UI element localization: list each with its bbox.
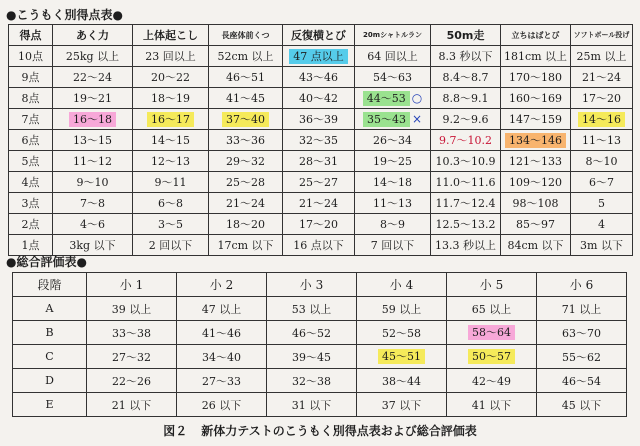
scoring-row: [9, 67, 633, 88]
scoring-cell: [9, 214, 53, 235]
evaluation-cell-text: E: [45, 398, 54, 411]
header-g4: 小 4: [357, 273, 447, 297]
scoring-cell: [571, 46, 633, 67]
evaluation-cell: [537, 345, 627, 369]
scoring-cell: [53, 130, 133, 151]
scoring-cell: [501, 193, 571, 214]
scoring-cell: [501, 214, 571, 235]
scoring-cell-text: 9～10: [76, 176, 109, 189]
scoring-cell-text: 17～20: [582, 92, 621, 105]
scoring-cell-text: 16 点以下: [293, 239, 344, 252]
scoring-cell-text: 121～133: [509, 155, 562, 168]
evaluation-cell-text: 52～58: [382, 326, 421, 340]
scoring-cell-text: 35～43: [363, 112, 410, 127]
evaluation-cell: [87, 345, 177, 369]
scoring-table-title: ●こうもく別得点表●: [6, 8, 123, 22]
scoring-cell: [209, 88, 283, 109]
scoring-cell-text: 3kg 以下: [69, 239, 116, 252]
scoring-cell: [9, 151, 53, 172]
evaluation-cell-text: 55～62: [562, 350, 601, 364]
scoring-cell: [9, 172, 53, 193]
scoring-cell-text: 22～24: [73, 71, 112, 84]
evaluation-cell: [177, 393, 267, 417]
scoring-cell: [9, 67, 53, 88]
scoring-cell-text: 21～24: [299, 197, 338, 210]
scoring-cell-text: 4～6: [80, 218, 105, 231]
scoring-cell-text: 10.3～10.9: [435, 155, 496, 168]
scoring-cell-text: 36～39: [299, 113, 338, 126]
scoring-cell-text: 9点: [21, 71, 40, 84]
evaluation-cell-text: 45 以下: [561, 398, 602, 412]
scoring-cell: [283, 235, 355, 256]
scoring-cell-text: 40～42: [299, 92, 338, 105]
evaluation-cell: [447, 345, 537, 369]
scoring-cell: [53, 193, 133, 214]
scoring-cell-text: 25kg 以上: [65, 50, 120, 63]
scoring-cell-text: 21～24: [582, 71, 621, 84]
figure-number: 図２: [163, 424, 188, 438]
scoring-cell: [133, 193, 209, 214]
scoring-cell: [571, 193, 633, 214]
scoring-row: [9, 46, 633, 67]
scoring-cell-text: 7～8: [80, 197, 105, 210]
scoring-row: [9, 130, 633, 151]
scoring-cell-text: 3点: [21, 197, 40, 210]
evaluation-cell: [177, 321, 267, 345]
header-long-jump: 立ちはばとび: [501, 25, 571, 46]
circle-mark-icon: ○: [411, 90, 423, 105]
scoring-cell: [283, 214, 355, 235]
scoring-cell-text: 2 回以下: [148, 239, 193, 252]
scoring-cell-text: 3m 以下: [580, 239, 623, 252]
header-g3: 小 3: [267, 273, 357, 297]
evaluation-cell-text: 65 以上: [471, 302, 512, 316]
scoring-cell-text: 13～15: [73, 134, 112, 147]
scoring-cell: [431, 235, 501, 256]
scoring-cell-text: 8～9: [380, 218, 405, 231]
evaluation-cell: [267, 321, 357, 345]
scoring-cell: [355, 214, 431, 235]
scoring-cell: [571, 67, 633, 88]
scoring-cell: [431, 46, 501, 67]
evaluation-row: [13, 393, 627, 417]
scoring-cell: [53, 214, 133, 235]
evaluation-cell: [447, 321, 537, 345]
scoring-cell-text: 46～51: [226, 71, 265, 84]
scoring-table: [8, 24, 633, 256]
scoring-cell: [355, 235, 431, 256]
scoring-cell: [355, 172, 431, 193]
scoring-cell-text: 37～40: [222, 112, 269, 127]
header-softball: ソフトボール投げ: [571, 25, 633, 46]
evaluation-cell-text: 39 以上: [111, 302, 152, 316]
scoring-cell: [355, 67, 431, 88]
scoring-cell-text: 26～34: [373, 134, 412, 147]
evaluation-table-header-row: [13, 273, 627, 297]
header-grade: 段階: [13, 273, 87, 297]
header-50m: 50m走: [431, 25, 501, 46]
scoring-cell: [209, 67, 283, 88]
scoring-row: [9, 214, 633, 235]
header-g1: 小 1: [87, 273, 177, 297]
scoring-cell-text: 41～45: [226, 92, 265, 105]
header-g2: 小 2: [177, 273, 267, 297]
scoring-cell-text: 9.7～10.2: [439, 133, 492, 147]
evaluation-cell-text: 38～44: [382, 374, 421, 388]
evaluation-cell-text: 45～51: [378, 349, 425, 364]
evaluation-row: [13, 369, 627, 393]
header-g5: 小 5: [447, 273, 537, 297]
scoring-cell: [571, 151, 633, 172]
scoring-cell: [571, 235, 633, 256]
scoring-cell: [209, 151, 283, 172]
scoring-cell-text: 109～120: [509, 176, 562, 189]
scoring-cell-text: 16～18: [69, 112, 116, 127]
scoring-row: [9, 109, 633, 130]
scoring-cell: [571, 88, 633, 109]
scoring-cell: [283, 151, 355, 172]
scoring-cell-text: 14～15: [151, 134, 190, 147]
scoring-cell-text: 147～159: [509, 113, 562, 126]
scoring-cell-text: 98～108: [512, 197, 559, 210]
scoring-cell-text: 134～146: [505, 133, 566, 148]
scoring-cell-text: 33～36: [226, 134, 265, 147]
evaluation-cell-text: 41 以下: [471, 398, 512, 412]
scoring-cell: [431, 214, 501, 235]
scoring-cell-text: 7 回以下: [370, 239, 415, 252]
scoring-cell-text: 19～21: [73, 92, 112, 105]
scoring-cell: [431, 88, 501, 109]
evaluation-cell-text: 46～54: [562, 374, 601, 388]
scoring-cell: [355, 88, 431, 109]
evaluation-cell: [87, 393, 177, 417]
scoring-cell: [209, 193, 283, 214]
evaluation-cell-text: 58～64: [468, 325, 515, 340]
scoring-cell-text: 43～46: [299, 71, 338, 84]
evaluation-cell-text: 50～57: [468, 349, 515, 364]
scoring-cell: [209, 109, 283, 130]
scoring-cell: [571, 214, 633, 235]
scoring-cell: [283, 109, 355, 130]
scoring-cell-text: 14～18: [373, 176, 412, 189]
scoring-cell: [571, 172, 633, 193]
scoring-cell-text: 7点: [21, 113, 40, 126]
scoring-cell-text: 18～19: [151, 92, 190, 105]
evaluation-cell: [267, 297, 357, 321]
header-sit-reach: 長座体前くつ: [209, 25, 283, 46]
evaluation-cell: [447, 297, 537, 321]
evaluation-cell-text: 31 以下: [291, 398, 332, 412]
scoring-cell-text: 17～20: [299, 218, 338, 231]
evaluation-cell-text: 37 以下: [381, 398, 422, 412]
scoring-cell: [571, 109, 633, 130]
evaluation-cell-text: 32～38: [292, 374, 331, 388]
scoring-cell-text: 32～35: [299, 134, 338, 147]
scoring-cell: [501, 88, 571, 109]
evaluation-cell-text: 71 以上: [561, 302, 602, 316]
evaluation-cell: [357, 369, 447, 393]
scoring-cell: [133, 130, 209, 151]
scoring-cell: [355, 151, 431, 172]
evaluation-cell-text: 27～32: [112, 350, 151, 364]
evaluation-cell: [447, 369, 537, 393]
figure-caption: [0, 422, 640, 439]
scoring-cell: [501, 151, 571, 172]
evaluation-cell-text: 21 以下: [111, 398, 152, 412]
scoring-cell: [53, 151, 133, 172]
scoring-cell: [9, 88, 53, 109]
evaluation-cell: [87, 297, 177, 321]
scoring-cell-text: 8.8～9.1: [442, 92, 489, 105]
scoring-cell: [209, 172, 283, 193]
scoring-cell-text: 3～5: [158, 218, 183, 231]
scoring-cell: [133, 214, 209, 235]
header-shuttle-run: 20mシャトルラン: [355, 25, 431, 46]
evaluation-cell-text: 33～38: [112, 326, 151, 340]
scoring-cell: [431, 130, 501, 151]
evaluation-cell: [357, 393, 447, 417]
figure-caption-text: 新体力テストのこうもく別得点表および総合評価表: [201, 424, 477, 438]
evaluation-cell: [13, 297, 87, 321]
scoring-cell-text: 11～13: [373, 197, 412, 210]
evaluation-cell: [87, 321, 177, 345]
evaluation-cell: [13, 393, 87, 417]
scoring-cell-text: 18～20: [226, 218, 265, 231]
scoring-cell: [9, 109, 53, 130]
scoring-cell: [431, 172, 501, 193]
scoring-cell: [133, 109, 209, 130]
scoring-cell-text: 8点: [21, 92, 40, 105]
scoring-cell-text: 5点: [21, 155, 40, 168]
scoring-cell: [133, 88, 209, 109]
evaluation-cell-text: 22～26: [112, 374, 151, 388]
scoring-cell: [355, 46, 431, 67]
scoring-row: [9, 235, 633, 256]
scoring-cell-text: 17cm 以下: [217, 239, 274, 252]
evaluation-cell-text: 26 以下: [201, 398, 242, 412]
evaluation-cell-text: C: [45, 350, 54, 363]
evaluation-cell-text: 39～45: [292, 350, 331, 364]
scoring-cell-text: 6点: [21, 134, 40, 147]
scoring-cell: [209, 46, 283, 67]
evaluation-cell-text: 53 以上: [291, 302, 332, 316]
scoring-cell: [133, 67, 209, 88]
scoring-row: [9, 88, 633, 109]
evaluation-row: [13, 345, 627, 369]
scoring-cell-text: 8～10: [585, 155, 618, 168]
scoring-cell-text: 44～53: [363, 91, 410, 106]
scoring-cell-text: 11.7～12.4: [435, 197, 496, 210]
scoring-cell-text: 160～169: [509, 92, 562, 105]
scoring-cell: [501, 67, 571, 88]
evaluation-cell-text: 34～40: [202, 350, 241, 364]
evaluation-cell-text: 41～46: [202, 326, 241, 340]
evaluation-cell-text: 47 以上: [201, 302, 242, 316]
scoring-cell: [53, 88, 133, 109]
scoring-cell: [355, 193, 431, 214]
scoring-cell-text: 1点: [21, 239, 40, 252]
scoring-cell-text: 8.3 秒以下: [438, 50, 493, 63]
scoring-cell-text: 23 回以上: [145, 50, 196, 63]
evaluation-cell: [357, 321, 447, 345]
evaluation-row: [13, 321, 627, 345]
evaluation-cell: [177, 297, 267, 321]
scoring-cell: [355, 130, 431, 151]
evaluation-cell: [267, 393, 357, 417]
evaluation-cell: [13, 321, 87, 345]
scoring-cell-text: 19～25: [373, 155, 412, 168]
scoring-cell-text: 8.4～8.7: [442, 71, 489, 84]
evaluation-cell: [537, 393, 627, 417]
scoring-cell-text: 170～180: [509, 71, 562, 84]
scoring-cell: [283, 88, 355, 109]
scoring-cell: [53, 67, 133, 88]
scoring-cell: [283, 46, 355, 67]
scoring-cell: [431, 67, 501, 88]
scoring-cell: [209, 214, 283, 235]
scoring-cell-text: 9～11: [154, 176, 187, 189]
cross-mark-icon: ×: [411, 111, 423, 126]
header-situp: 上体起こし: [133, 25, 209, 46]
evaluation-table-title: ●総合評価表●: [6, 255, 87, 269]
evaluation-cell-text: D: [45, 374, 54, 387]
evaluation-cell-text: 46～52: [292, 326, 331, 340]
scoring-cell-text: 9.2～9.6: [442, 113, 489, 126]
scoring-cell: [209, 235, 283, 256]
scoring-row: [9, 193, 633, 214]
header-side-step: 反復横とび: [283, 25, 355, 46]
scoring-cell: [9, 193, 53, 214]
scoring-cell: [133, 151, 209, 172]
scoring-cell-text: 16～17: [147, 112, 194, 127]
evaluation-cell: [267, 369, 357, 393]
scoring-cell-text: 64 回以上: [367, 50, 418, 63]
scoring-cell-text: 28～31: [299, 155, 338, 168]
scoring-cell: [283, 67, 355, 88]
scoring-cell-text: 52cm 以上: [217, 50, 274, 63]
scoring-cell-text: 4点: [21, 176, 40, 189]
evaluation-cell: [177, 345, 267, 369]
scoring-cell-text: 6～8: [158, 197, 183, 210]
scoring-cell-text: 6～7: [589, 176, 614, 189]
scoring-cell-text: 2点: [21, 218, 40, 231]
scoring-cell-text: 25～28: [226, 176, 265, 189]
scoring-cell-text: 13.3 秒以上: [435, 239, 496, 252]
scoring-cell: [501, 130, 571, 151]
evaluation-cell: [537, 369, 627, 393]
scoring-row: [9, 151, 633, 172]
evaluation-cell: [13, 369, 87, 393]
scoring-cell-text: 11～13: [582, 134, 621, 147]
header-g6: 小 6: [537, 273, 627, 297]
evaluation-cell: [177, 369, 267, 393]
evaluation-cell-text: B: [45, 326, 54, 339]
scoring-cell: [431, 109, 501, 130]
scoring-cell: [571, 130, 633, 151]
scoring-cell: [53, 109, 133, 130]
scoring-cell: [431, 151, 501, 172]
scoring-cell-text: 29～32: [226, 155, 265, 168]
scoring-cell: [501, 172, 571, 193]
scoring-cell: [133, 46, 209, 67]
evaluation-cell-text: A: [45, 302, 54, 315]
evaluation-table: [12, 272, 627, 417]
scoring-row: [9, 172, 633, 193]
scoring-cell: [9, 130, 53, 151]
scoring-cell: [283, 130, 355, 151]
evaluation-cell-text: 63～70: [562, 326, 601, 340]
scoring-table-header-row: [9, 25, 633, 46]
scoring-cell-text: 12.5～13.2: [435, 218, 496, 231]
evaluation-row: [13, 297, 627, 321]
scoring-cell-text: 85～97: [516, 218, 555, 231]
scoring-cell-text: 5: [598, 196, 605, 210]
evaluation-cell: [357, 345, 447, 369]
scoring-cell: [501, 235, 571, 256]
scoring-cell-text: 181cm 以上: [503, 50, 568, 63]
scoring-cell-text: 14～16: [578, 112, 625, 127]
scoring-cell: [501, 46, 571, 67]
evaluation-cell: [267, 345, 357, 369]
scoring-cell-text: 25m 以上: [576, 50, 627, 63]
scoring-cell-text: 20～22: [151, 71, 190, 84]
scoring-cell-text: 25～27: [299, 176, 338, 189]
scoring-cell-text: 47 点以上: [289, 49, 348, 64]
scoring-cell-text: 11.0～11.6: [435, 176, 496, 189]
scoring-cell: [431, 193, 501, 214]
scoring-cell-text: 54～63: [373, 71, 412, 84]
scoring-cell: [209, 130, 283, 151]
scoring-cell-text: 10点: [18, 50, 43, 63]
evaluation-cell: [13, 345, 87, 369]
scoring-cell: [133, 235, 209, 256]
scoring-cell-text: 12～13: [151, 155, 190, 168]
header-score: 得点: [9, 25, 53, 46]
evaluation-cell: [357, 297, 447, 321]
evaluation-cell: [537, 297, 627, 321]
scoring-cell: [355, 109, 431, 130]
scoring-cell: [283, 193, 355, 214]
scoring-cell: [53, 172, 133, 193]
scoring-cell: [133, 172, 209, 193]
scoring-cell-text: 21～24: [226, 197, 265, 210]
scoring-cell-text: 84cm 以下: [507, 239, 564, 252]
scoring-cell: [501, 109, 571, 130]
scoring-cell: [283, 172, 355, 193]
scoring-cell: [53, 46, 133, 67]
scoring-cell-text: 4: [598, 217, 605, 231]
evaluation-cell: [87, 369, 177, 393]
scoring-cell: [9, 46, 53, 67]
evaluation-cell-text: 27～33: [202, 374, 241, 388]
evaluation-cell: [447, 393, 537, 417]
scoring-cell-text: 11～12: [73, 155, 112, 168]
evaluation-cell-text: 59 以上: [381, 302, 422, 316]
header-grip: あく力: [53, 25, 133, 46]
evaluation-cell-text: 42～49: [472, 374, 511, 388]
evaluation-cell: [537, 321, 627, 345]
